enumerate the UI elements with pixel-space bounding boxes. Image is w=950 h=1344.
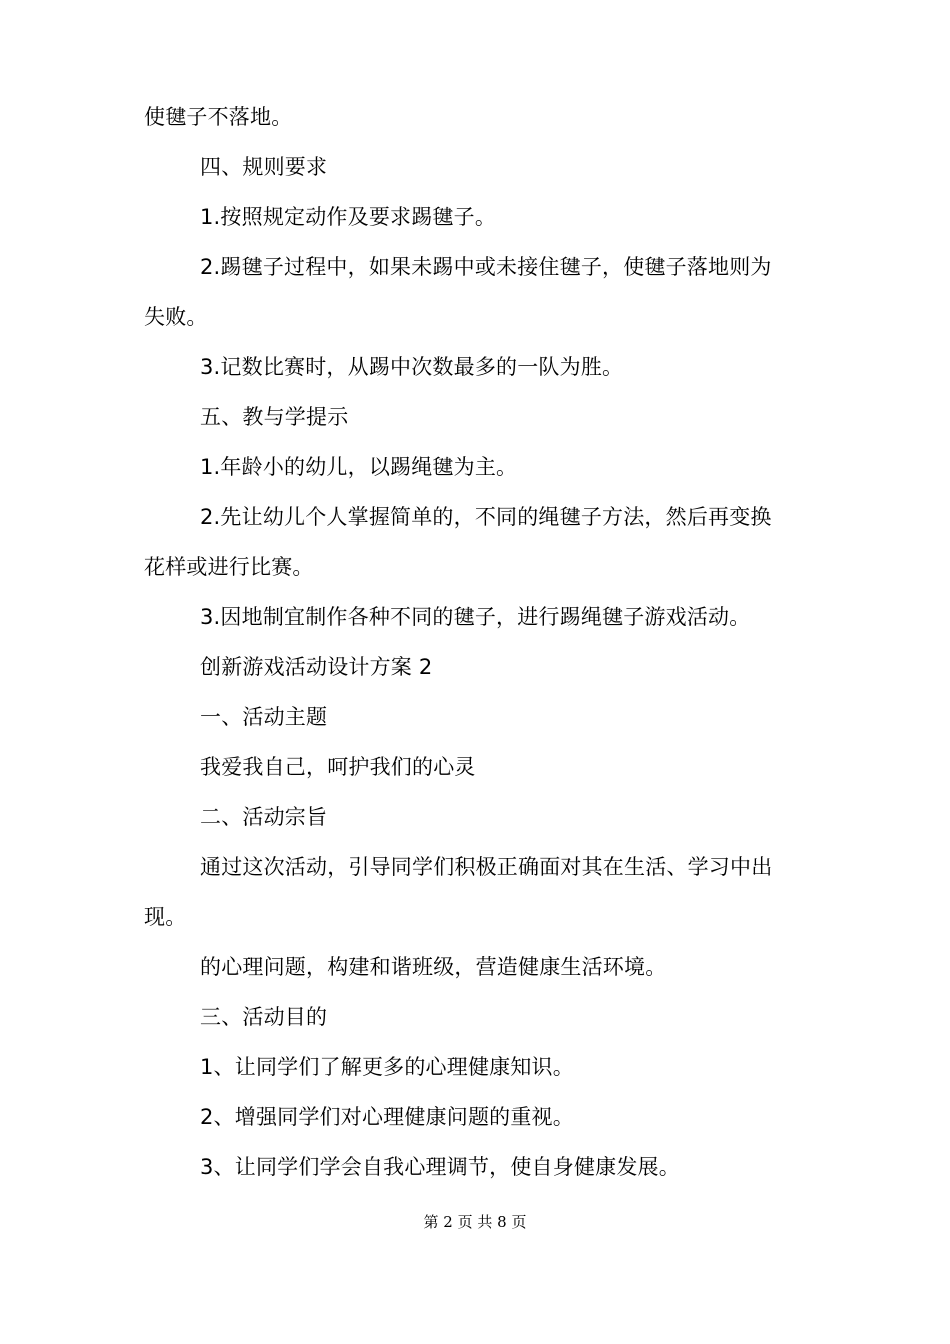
paragraph-line: 现。 — [144, 905, 187, 929]
paragraph-line: 1、让同学们了解更多的心理健康知识。 — [200, 1055, 574, 1079]
paragraph-line: 失败。 — [144, 305, 208, 329]
document-body — [144, 92, 808, 1192]
paragraph-line: 2、增强同学们对心理健康问题的重视。 — [200, 1105, 574, 1129]
paragraph-line: 的心理问题，构建和谐班级，营造健康生活环境。 — [200, 955, 667, 979]
section-heading: 二、活动宗旨 — [200, 805, 328, 829]
paragraph-line: 3.记数比赛时，从踢中次数最多的一队为胜。 — [200, 355, 624, 379]
paragraph-line: 1.年龄小的幼儿，以踢绳毽为主。 — [200, 455, 518, 479]
paragraph-line: 2.先让幼儿个人掌握简单的，不同的绳毽子方法，然后再变换 — [200, 505, 772, 529]
section-heading: 一、活动主题 — [200, 705, 328, 729]
section-heading: 五、教与学提示 — [200, 405, 349, 429]
paragraph-line: 花样或进行比赛。 — [144, 555, 314, 579]
page-number-footer: 第 2 页 共 8 页 — [423, 1213, 527, 1231]
paragraph-line: 3、让同学们学会自我心理调节，使自身健康发展。 — [200, 1155, 680, 1179]
paragraph-line: 我爱我自己，呵护我们的心灵 — [200, 755, 476, 779]
paragraph-line: 1.按照规定动作及要求踢毽子。 — [200, 205, 497, 229]
paragraph-line: 2.踢毽子过程中，如果未踢中或未接住毽子，使毽子落地则为 — [200, 255, 772, 279]
document-subtitle: 创新游戏活动设计方案 2 — [200, 655, 433, 679]
paragraph-line: 通过这次活动，引导同学们积极正确面对其在生活、学习中出 — [200, 855, 773, 879]
paragraph-line: 使毽子不落地。 — [144, 105, 293, 129]
paragraph-line: 3.因地制宜制作各种不同的毽子，进行踢绳毽子游戏活动。 — [200, 605, 751, 629]
section-heading: 四、规则要求 — [200, 155, 328, 179]
section-heading: 三、活动目的 — [200, 1005, 328, 1029]
